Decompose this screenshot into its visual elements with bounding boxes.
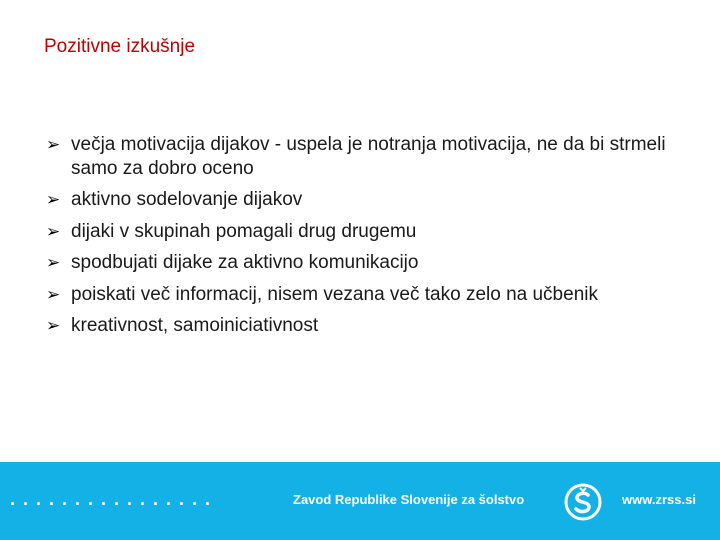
arrowhead-bullet-icon: ➢ [46, 190, 61, 209]
arrowhead-bullet-icon: ➢ [46, 221, 61, 241]
footer-organization-name: Zavod Republike Slovenije za šolstvo [293, 492, 525, 507]
footer-dots: ................ [10, 489, 219, 509]
bullet-item [46, 188, 686, 212]
bullet-list [46, 133, 686, 346]
arrowhead-bullet-icon: ➢ [46, 284, 61, 304]
bullet-text: spodbujati dijake za aktivno komunikacijo [71, 252, 419, 273]
bullet-text: poiskati več informacij, nisem vezana več tako zelo na učbenik [71, 283, 598, 305]
bullet-text: aktivno sodelovanje dijakov [71, 189, 303, 210]
footer-band [0, 462, 720, 540]
arrowhead-bullet-icon: ➢ [46, 316, 61, 335]
bullet-item [46, 283, 686, 307]
bullet-item [46, 220, 686, 244]
bullet-text: večja motivacija dijakov - uspela je notranja motivacija, ne da bi strmeli samo za dobro oceno [71, 134, 666, 179]
bullet-text: kreativnost, samoiniciativnost [71, 315, 319, 336]
bullet-text: dijaki v skupinah pomagali drug drugemu [71, 220, 417, 242]
slide-title: Pozitivne izkušnje [44, 36, 196, 57]
zrss-logo-icon [563, 482, 603, 522]
bullet-item [46, 133, 686, 180]
arrowhead-bullet-icon: ➢ [46, 135, 61, 154]
arrowhead-bullet-icon: ➢ [46, 253, 61, 272]
footer-url[interactable]: www.zrss.si [622, 492, 696, 507]
bullet-item [46, 251, 686, 275]
bullet-item [46, 314, 686, 338]
